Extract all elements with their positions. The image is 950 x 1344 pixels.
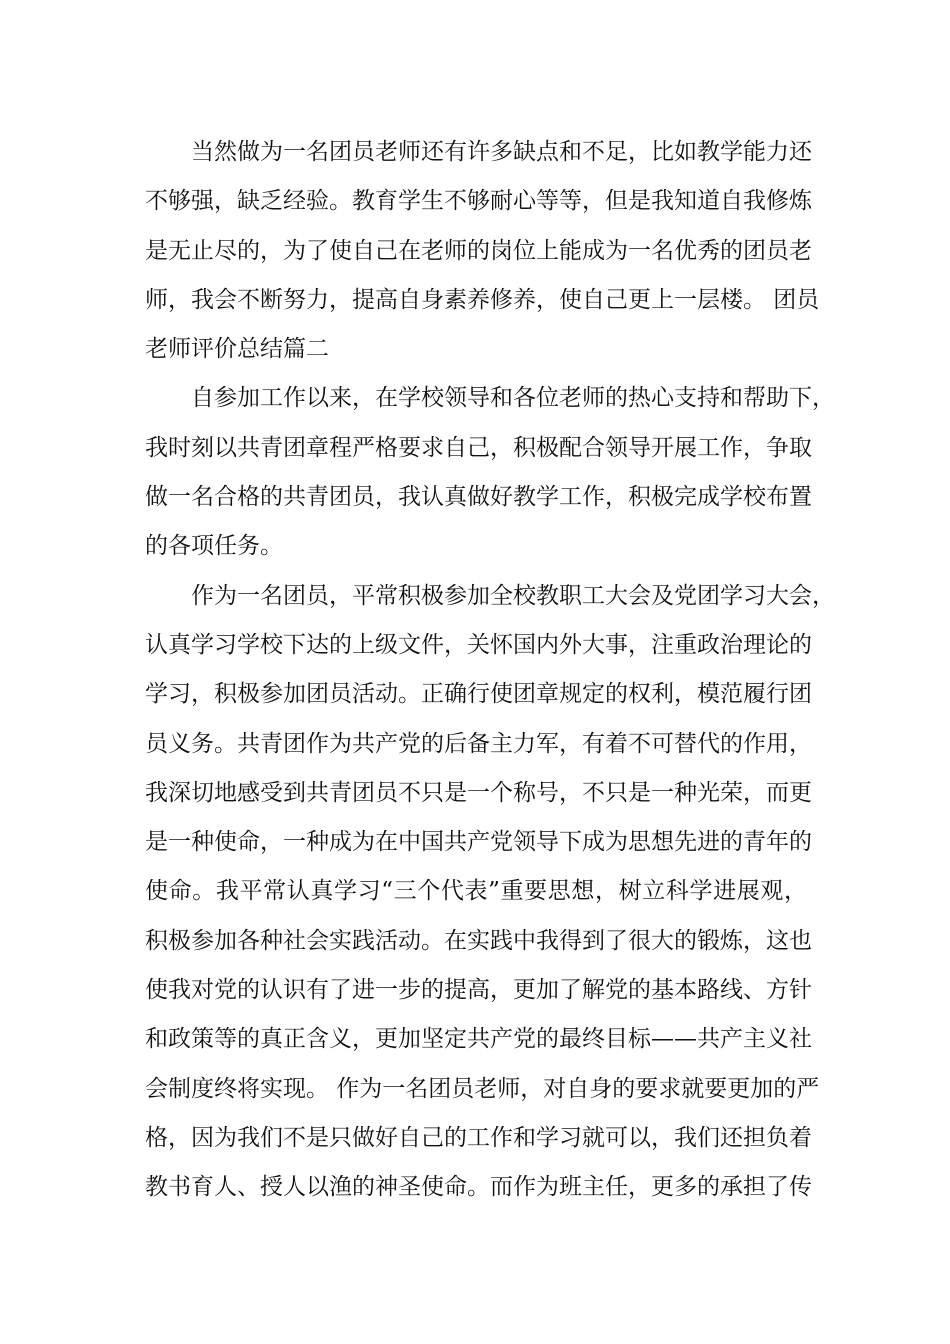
text-line: 学习，积极参加团员活动。正确行使团章规定的权利，模范履行团 bbox=[145, 681, 812, 708]
text-line: 使命。我平常认真学习“三个代表”重要思想，树立科学进展观， bbox=[145, 878, 807, 905]
text-line: 的各项任务。 bbox=[145, 533, 283, 560]
text-line: 和政策等的真正含义，更加坚定共产党的最终目标——共产主义社 bbox=[145, 1026, 812, 1053]
text-line: 自参加工作以来，在学校领导和各位老师的热心支持和帮助下， bbox=[191, 385, 835, 412]
text-line: 师，我会不断努力，提高自身素养修养，使自己更上一层楼。 团员 bbox=[145, 286, 820, 313]
text-line: 会制度终将实现。 作为一名团员老师，对自身的要求就要更加的严 bbox=[145, 1075, 820, 1102]
text-line: 积极参加各种社会实践活动。在实践中我得到了很大的锻炼，这也 bbox=[145, 927, 812, 954]
text-line: 不够强，缺乏经验。教育学生不够耐心等等，但是我知道自我修炼 bbox=[145, 188, 812, 215]
text-line: 教书育人、授人以渔的神圣使命。而作为班主任，更多的承担了传 bbox=[145, 1174, 812, 1201]
text-line: 老师评价总结篇二 bbox=[145, 336, 329, 363]
text-line: 我深切地感受到共青团员不只是一个称号，不只是一种光荣，而更 bbox=[145, 779, 812, 806]
text-line: 是无止尽的，为了使自己在老师的岗位上能成为一名优秀的团员老 bbox=[145, 237, 812, 264]
text-line: 作为一名团员，平常积极参加全校教职工大会及党团学习大会， bbox=[191, 582, 835, 609]
text-line: 做一名合格的共青团员，我认真做好教学工作，积极完成学校布置 bbox=[145, 484, 812, 511]
text-line: 格，因为我们不是只做好自己的工作和学习就可以，我们还担负着 bbox=[145, 1124, 812, 1151]
document-body bbox=[145, 128, 835, 1213]
text-line: 是一种使命，一种成为在中国共产党领导下成为思想先进的青年的 bbox=[145, 829, 812, 856]
text-line: 认真学习学校下达的上级文件，关怀国内外大事，注重政治理论的 bbox=[145, 631, 812, 658]
text-line: 我时刻以共青团章程严格要求自己，积极配合领导开展工作，争取 bbox=[145, 434, 812, 461]
text-line: 使我对党的认识有了进一步的提高，更加了解党的基本路线、方针 bbox=[145, 977, 812, 1004]
text-line: 员义务。共青团作为共产党的后备主力军，有着不可替代的作用， bbox=[145, 730, 812, 757]
text-line: 当然做为一名团员老师还有许多缺点和不足，比如教学能力还 bbox=[191, 139, 812, 165]
